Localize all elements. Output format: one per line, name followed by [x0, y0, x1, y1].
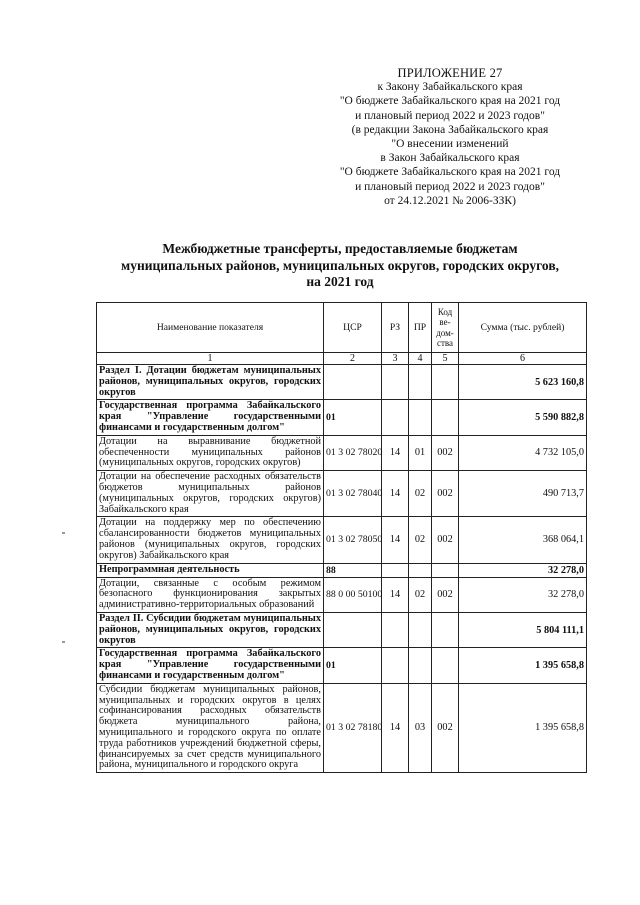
col-header-code: Код ве-дом-ства — [432, 303, 459, 353]
col-number: 5 — [432, 353, 459, 365]
row-rz — [382, 365, 409, 400]
col-number: 1 — [97, 353, 324, 365]
row-rz: 14 — [382, 471, 409, 517]
row-pr: 01 — [409, 435, 432, 470]
row-code: 002 — [432, 517, 459, 563]
row-rz — [382, 563, 409, 577]
row-sum: 5 804 111,1 — [459, 612, 587, 647]
appendix-line: к Закону Забайкальского края — [377, 81, 523, 94]
appendix-line: и плановый период 2022 и 2023 годов" — [355, 180, 545, 193]
row-csr: 88 — [324, 563, 382, 577]
document-title — [95, 241, 585, 291]
col-header-name: Наименование показателя — [97, 303, 324, 353]
row-code — [432, 365, 459, 400]
row-name: Дотации, связанные с особым режимом безопасного функционирования закрытых административно-территориальных образований — [97, 577, 324, 612]
col-number: 6 — [459, 353, 587, 365]
row-sum: 368 064,1 — [459, 517, 587, 563]
title-line: Межбюджетные трансферты, предоставляемые бюджетам — [162, 241, 518, 256]
row-sum: 5 623 160,8 — [459, 365, 587, 400]
appendix-date-line: от 24.12.2021 № 2006-ЗЗК) — [384, 194, 516, 207]
table-row — [97, 577, 587, 612]
row-sum: 4 732 105,0 — [459, 435, 587, 470]
row-pr: 02 — [409, 517, 432, 563]
row-sum: 5 590 882,8 — [459, 400, 587, 435]
table-row — [97, 563, 587, 577]
table-row — [97, 471, 587, 517]
row-pr — [409, 400, 432, 435]
row-name: Государственная программа Забайкальского края "Управление государственными финансами и государственным долгом" — [97, 400, 324, 435]
row-name: Субсидии бюджетам муниципальных районов, муниципальных и городских округов в целях софинансирования расходных обязательств бюджета муниципального района, муниципального и городского округа по оплате труда работников учреждений бюджетной сферы, финансируемых за счет средств муниципального района, муниципального и городского округа — [97, 683, 324, 772]
table-row — [97, 400, 587, 435]
col-number: 4 — [409, 353, 432, 365]
row-rz: 14 — [382, 577, 409, 612]
row-pr — [409, 648, 432, 683]
row-csr: 01 3 02 78180 — [324, 683, 382, 772]
row-rz: 14 — [382, 435, 409, 470]
row-name: Дотации на выравнивание бюджетной обеспеченности муниципальных районов (муниципальных округов, городских округов) — [97, 435, 324, 470]
row-sum: 490 713,7 — [459, 471, 587, 517]
row-csr: 01 3 02 78020 — [324, 435, 382, 470]
row-name: Непрограммная деятельность — [97, 563, 324, 577]
row-sum: 32 278,0 — [459, 563, 587, 577]
table-row — [97, 612, 587, 647]
col-header-pr: ПР — [409, 303, 432, 353]
transfers-table — [96, 302, 587, 773]
row-pr: 03 — [409, 683, 432, 772]
row-code: 002 — [432, 577, 459, 612]
row-pr — [409, 563, 432, 577]
row-csr: 01 — [324, 400, 382, 435]
row-code: 002 — [432, 683, 459, 772]
col-number: 3 — [382, 353, 409, 365]
row-csr: 01 3 02 78040 — [324, 471, 382, 517]
table-row — [97, 648, 587, 683]
row-code — [432, 612, 459, 647]
table-row — [97, 683, 587, 772]
row-csr: 01 3 02 78050 — [324, 517, 382, 563]
row-code — [432, 400, 459, 435]
row-rz — [382, 612, 409, 647]
row-rz — [382, 648, 409, 683]
row-code: 002 — [432, 435, 459, 470]
appendix-line: "О бюджете Забайкальского края на 2021 год — [339, 95, 561, 108]
appendix-line: "О внесении изменений — [391, 138, 509, 151]
row-pr: 02 — [409, 577, 432, 612]
title-line: на 2021 год — [306, 274, 374, 289]
appendix-line: (в редакции Закона Забайкальского края — [351, 123, 549, 136]
appendix-line: и плановый период 2022 и 2023 годов" — [355, 109, 545, 122]
appendix-number: ПРИЛОЖЕНИЕ 27 — [397, 66, 503, 80]
title-line: муниципальных районов, муниципальных округов, городских округов, — [121, 257, 559, 273]
row-code — [432, 563, 459, 577]
appendix-header — [300, 66, 600, 208]
row-csr: 01 — [324, 648, 382, 683]
row-sum: 1 395 658,8 — [459, 683, 587, 772]
row-pr — [409, 365, 432, 400]
row-csr: 88 0 00 50100 — [324, 577, 382, 612]
row-name: Раздел I. Дотации бюджетам муниципальных районов, муниципальных округов, городских округов — [97, 365, 324, 400]
row-sum: 1 395 658,8 — [459, 648, 587, 683]
appendix-line: "О бюджете Забайкальского края на 2021 год — [339, 166, 561, 179]
row-rz — [382, 400, 409, 435]
row-name: Раздел II. Субсидии бюджетам муниципальных районов, муниципальных округов, городских округов — [97, 612, 324, 647]
col-header-csr: ЦСР — [324, 303, 382, 353]
table-row — [97, 365, 587, 400]
table-header-row — [97, 303, 587, 353]
row-name: Дотации на обеспечение расходных обязательств бюджетов муниципальных районов (муниципальных округов, городских округов) Забайкальского края — [97, 471, 324, 517]
row-csr — [324, 612, 382, 647]
row-rz: 14 — [382, 683, 409, 772]
col-number: 2 — [324, 353, 382, 365]
row-csr — [324, 365, 382, 400]
scan-mark — [62, 641, 65, 643]
row-code — [432, 648, 459, 683]
table-row — [97, 517, 587, 563]
row-name: Дотации на поддержку мер по обеспечению сбалансированности бюджетов муниципальных районов (муниципальных округов, городских округов) Забайкальского края — [97, 517, 324, 563]
row-rz: 14 — [382, 517, 409, 563]
col-header-sum: Сумма (тыс. рублей) — [459, 303, 587, 353]
row-pr: 02 — [409, 471, 432, 517]
appendix-line: в Закон Забайкальского края — [380, 152, 520, 165]
row-sum: 32 278,0 — [459, 577, 587, 612]
row-name: Государственная программа Забайкальского края "Управление государственными финансами и государственным долгом" — [97, 648, 324, 683]
row-pr — [409, 612, 432, 647]
column-number-row — [97, 353, 587, 365]
col-header-rz: РЗ — [382, 303, 409, 353]
scan-mark — [62, 532, 65, 534]
table-row — [97, 435, 587, 470]
row-code: 002 — [432, 471, 459, 517]
